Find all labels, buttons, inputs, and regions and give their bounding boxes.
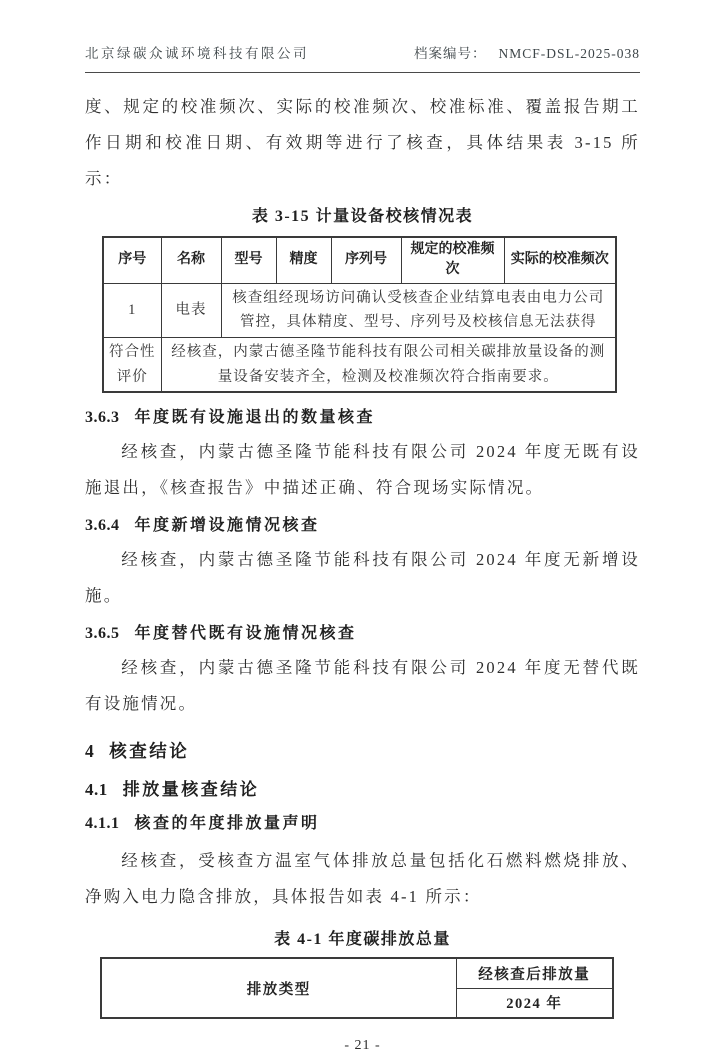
table-3-15-header-row [103, 237, 616, 283]
archive-number-label: 档案编号： [413, 46, 487, 61]
table-row-conformity [103, 337, 616, 392]
section-title: 年度替代既有设施情况核查 [134, 625, 357, 643]
section-number: 3.6.3 [85, 409, 120, 427]
verifier-company-name: 北京绿碳众诚环境科技有限公司 [85, 46, 309, 61]
table-4-1 [100, 957, 614, 1019]
section-title: 排放量核查结论 [122, 780, 260, 800]
section-3-6-3-body: 经核查，内蒙古德圣隆节能科技有限公司 2024 年度无既有设施退出，《核查报告》中描述正确、符合现场实际情况。 [85, 442, 640, 498]
section-heading-4-1-1 [85, 812, 640, 835]
conformity-label: 符合性评价 [103, 337, 161, 392]
intro-paragraph: 度、规定的校准频次、实际的校准频次、校准标准、覆盖报告期工作日期和校准日期、有效期等进行了核查，具体结果表 3-15 所示： [85, 97, 640, 188]
section-number: 4.1 [85, 780, 108, 800]
section-3-6-4-body: 经核查，内蒙古德圣隆节能科技有限公司 2024 年度无新增设施。 [85, 550, 640, 606]
section-number: 3.6.5 [85, 625, 120, 643]
device-note: 核查组经现场访问确认受核查企业结算电表由电力公司管控，具体精度、型号、序列号及校核信息无法获得 [221, 283, 616, 337]
device-seq: 1 [103, 283, 161, 337]
table-4-1-header-row-1 [101, 958, 613, 988]
verified-emission-header: 经核查后排放量 [456, 958, 613, 988]
table-3-15-caption: 表 3-15 计量设备校核情况表 [251, 208, 474, 225]
page-header [85, 44, 640, 73]
device-name: 电表 [161, 283, 221, 337]
section-title: 核查的年度排放量声明 [134, 815, 320, 833]
section-heading-3-6-3 [85, 406, 640, 430]
page-number: - 21 - [344, 1038, 381, 1054]
col-header-actual-freq: 实际的校准频次 [504, 237, 616, 283]
section-title: 核查结论 [109, 741, 190, 762]
section-heading-4-1 [85, 777, 640, 802]
col-header-serial: 序列号 [331, 237, 401, 283]
archive-number-block [414, 44, 640, 63]
emission-type-header: 排放类型 [101, 958, 456, 1018]
table-row-device [103, 283, 616, 337]
section-4-1-1-body: 经核查，受核查方温室气体排放总量包括化石燃料燃烧排放、净购入电力隐含排放，具体报告如表 4-1 所示： [85, 851, 640, 907]
section-heading-3-6-5 [85, 622, 640, 646]
table-3-15 [102, 236, 617, 393]
section-title: 年度既有设施退出的数量核查 [134, 409, 376, 427]
section-3-6-5-body: 经核查，内蒙古德圣隆节能科技有限公司 2024 年度无替代既有设施情况。 [85, 658, 640, 714]
conformity-note: 经核查，内蒙古德圣隆节能科技有限公司相关碳排放量设备的测量设备安装齐全，检测及校准频次符合指南要求。 [161, 337, 616, 392]
year-header: 2024 年 [456, 988, 613, 1018]
section-number: 3.6.4 [85, 517, 120, 535]
section-heading-3-6-4 [85, 514, 640, 538]
col-header-name: 名称 [161, 237, 221, 283]
col-header-model: 型号 [221, 237, 276, 283]
col-header-seq: 序号 [103, 237, 161, 283]
section-title: 年度新增设施情况核查 [134, 517, 320, 535]
table-4-1-caption: 表 4-1 年度碳排放总量 [274, 931, 451, 949]
section-number: 4 [85, 741, 95, 762]
section-number: 4.1.1 [85, 815, 120, 833]
col-header-precision: 精度 [276, 237, 331, 283]
col-header-required-freq: 规定的校准频次 [401, 237, 504, 283]
archive-number-value: NMCF-DSL-2025-038 [498, 46, 640, 61]
section-heading-4 [85, 738, 640, 764]
